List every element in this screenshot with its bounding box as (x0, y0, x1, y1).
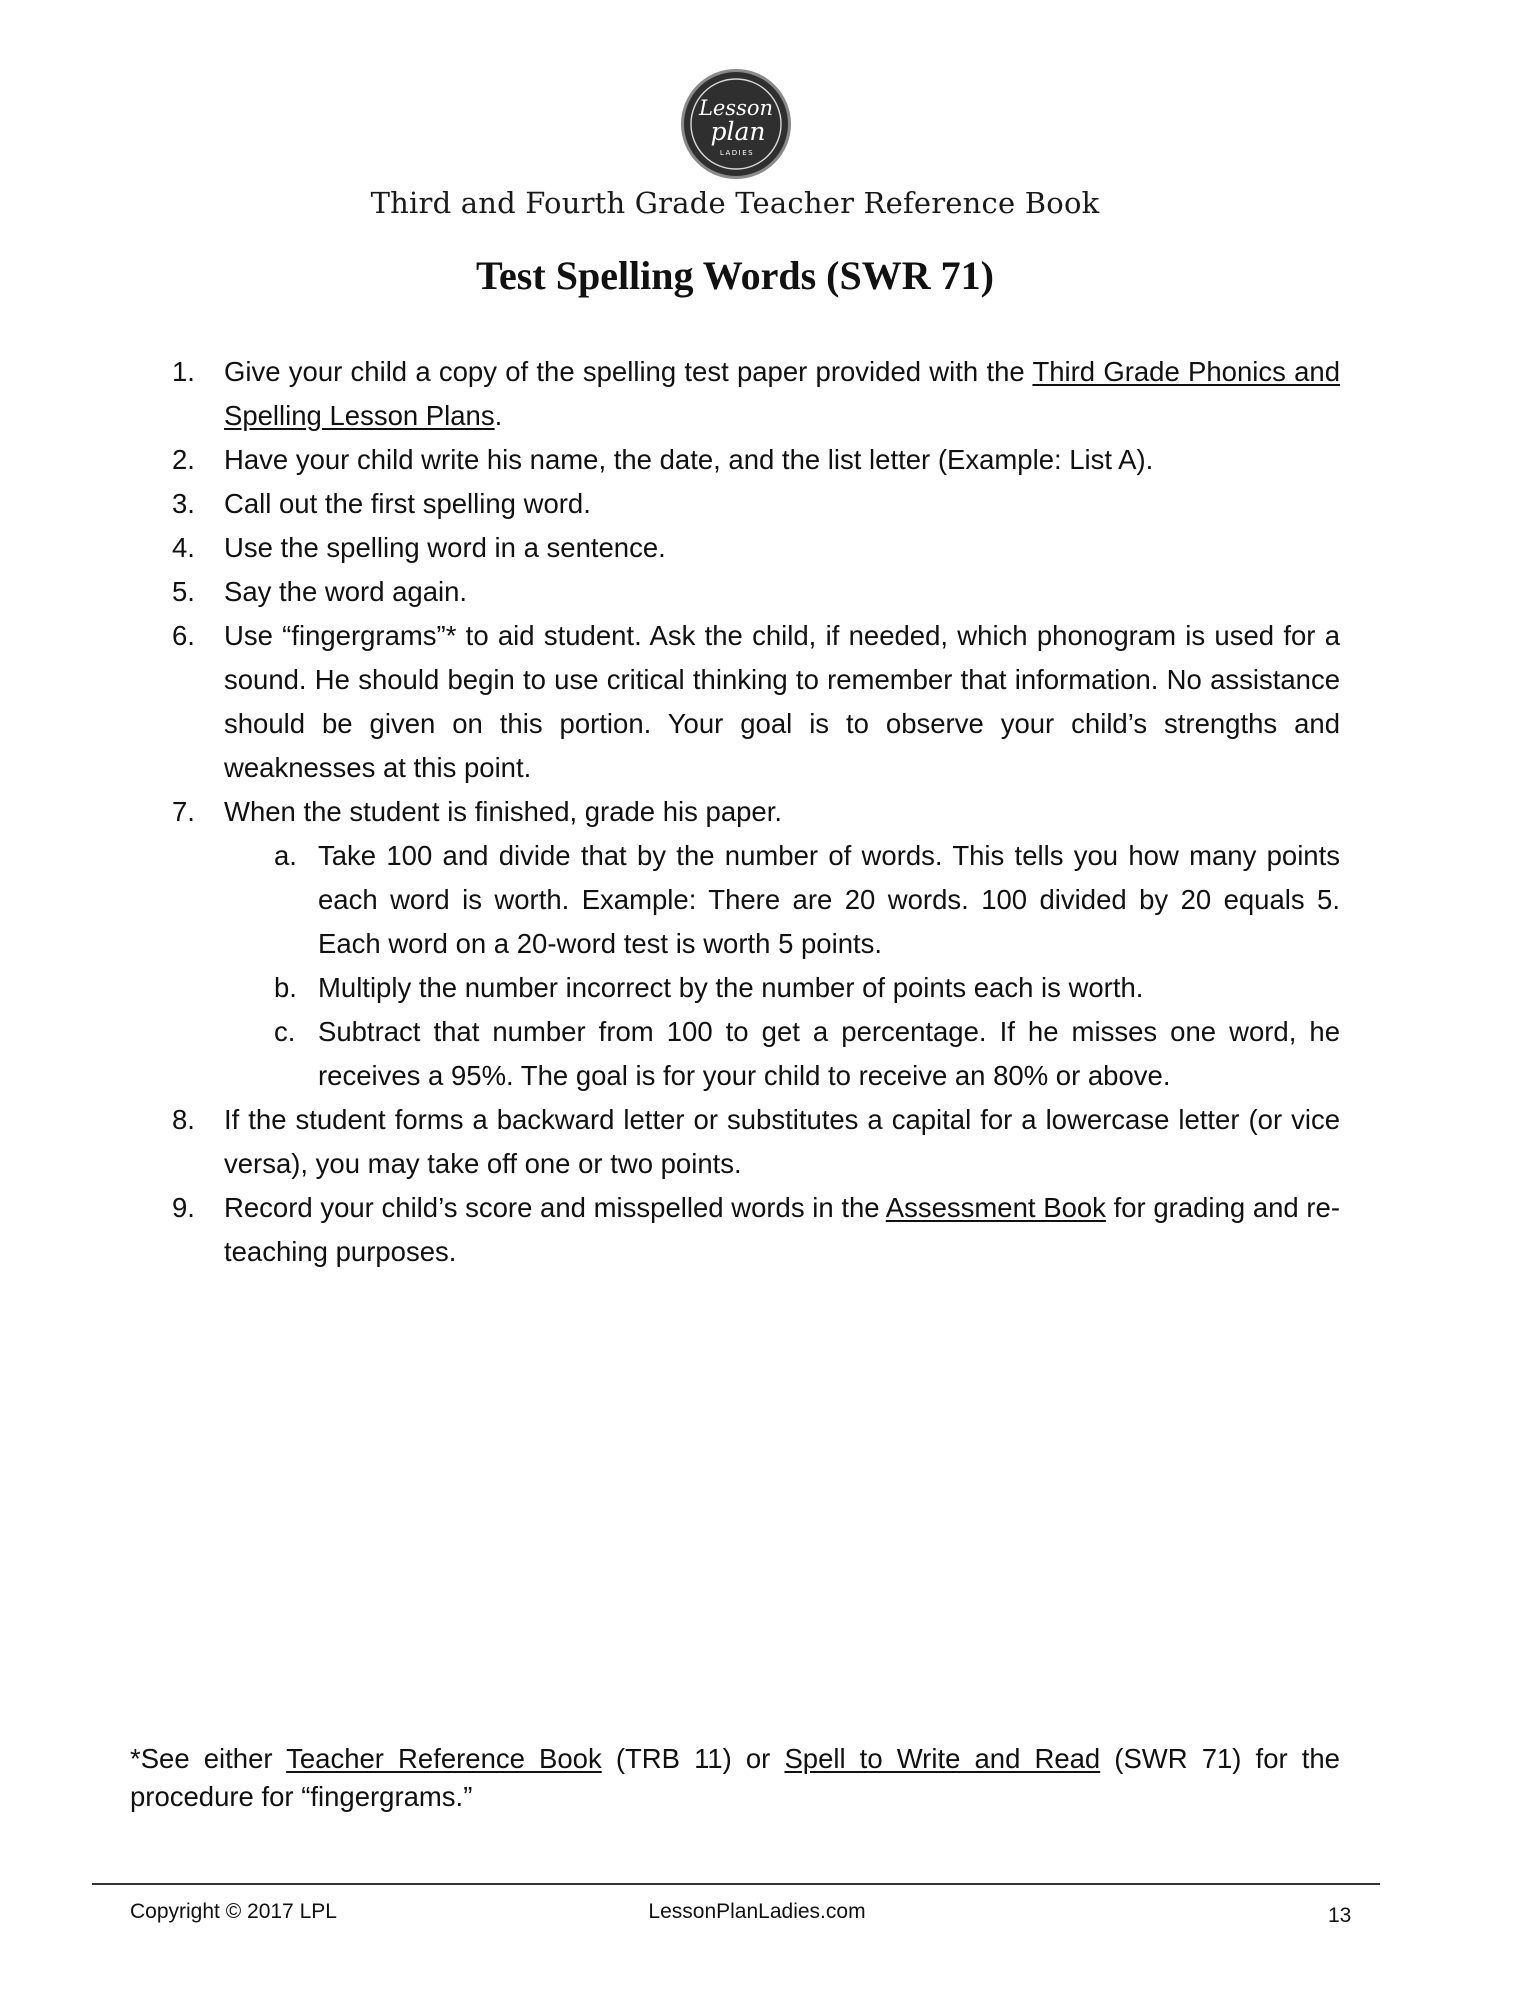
steps-list (172, 350, 1340, 1274)
step-number: 2. (172, 444, 195, 475)
sub-step-item (224, 1010, 1340, 1098)
sub-step-letter: c. (274, 1016, 296, 1047)
sub-step-text: Subtract that number from 100 to get a percentage. If he misses one word, he receives a 95%. The goal is for your child to receive an 80% or above. (318, 1016, 1340, 1091)
sub-step-text: Take 100 and divide that by the number of words. This tells you how many points each word is worth. Example: There are 20 words. 100 divided by 20 equals 5. Each word on a 20-word test is worth 5 points. (318, 840, 1340, 959)
step-number: 9. (172, 1192, 195, 1223)
step-item (172, 350, 1340, 438)
page-title: Test Spelling Words (SWR 71) (476, 253, 994, 298)
footer-copyright: Copyright © 2017 LPL (130, 1900, 337, 1923)
step-number: 1. (172, 356, 195, 387)
footer-website: LessonPlanLadies.com (648, 1900, 866, 1923)
step-number: 5. (172, 576, 195, 607)
step-item (172, 482, 1340, 526)
step-number: 8. (172, 1104, 195, 1135)
sub-step-letter: a. (274, 840, 297, 871)
sub-step-item (224, 966, 1340, 1010)
step-text: Record your child’s score and misspelled words in the (224, 1192, 886, 1223)
lesson-plans-link[interactable]: Third Grade Phonics and Spelling Lesson Plans (224, 356, 1340, 431)
footnote (130, 1740, 1340, 1816)
spell-to-write-and-read-link[interactable]: Spell to Write and Read (784, 1743, 1101, 1774)
step-text-end: . (494, 400, 503, 431)
step-text: Call out the first spelling word. (224, 488, 591, 519)
footnote-text: (TRB 11) or (601, 1743, 785, 1774)
step-item (172, 438, 1340, 482)
step-item (172, 526, 1340, 570)
step-number: 7. (172, 796, 195, 827)
step-text: Use “fingergrams”* to aid student. Ask the child, if needed, which phonogram is used for a sound. He should begin to use critical thinking to remember that information. No assistance should be given on this portion. Your goal is to observe your child’s strengths and weaknesses at this point. (224, 620, 1340, 783)
teacher-reference-book-link[interactable]: Teacher Reference Book (286, 1743, 602, 1774)
step-item (172, 614, 1340, 790)
step-item (172, 1186, 1340, 1274)
step-text-end: for grading and re-teaching purposes. (224, 1192, 1340, 1267)
sub-step-item (224, 834, 1340, 966)
sub-step-text: Multiply the number incorrect by the number of points each is worth. (318, 972, 1144, 1003)
lesson-plan-ladies-logo (680, 68, 792, 180)
step-item (172, 570, 1340, 614)
step-text: Give your child a copy of the spelling test paper provided with the (224, 356, 1033, 387)
step-text: Have your child write his name, the date, and the list letter (Example: List A). (224, 444, 1154, 475)
logo-badge (680, 68, 792, 180)
footnote-text: (SWR 71) for the procedure for “fingergrams.” (130, 1743, 1340, 1812)
step-number: 6. (172, 620, 195, 651)
step-text: Use the spelling word in a sentence. (224, 532, 666, 563)
step-number: 3. (172, 488, 195, 519)
step-text: If the student forms a backward letter or substitutes a capital for a lowercase letter (or vice versa), you may take off one or two points. (224, 1104, 1340, 1179)
logo-text-lesson: Lesson (698, 96, 774, 120)
assessment-book-link[interactable]: Assessment Book (885, 1192, 1106, 1223)
step-item (172, 1098, 1340, 1186)
book-subtitle: Third and Fourth Grade Teacher Reference Book (370, 186, 1100, 220)
step-number: 4. (172, 532, 195, 563)
footnote-text: *See either (130, 1743, 287, 1774)
footer-page-number: 13 (1328, 1904, 1352, 1927)
step-text: When the student is finished, grade his paper. (224, 796, 782, 827)
sub-steps-list (224, 834, 1340, 1098)
logo-text-plan: plan (710, 117, 766, 146)
step-item (172, 790, 1340, 1098)
sub-step-letter: b. (274, 972, 297, 1003)
step-text: Say the word again. (224, 576, 468, 607)
logo-text-ladies: LADIES (719, 149, 755, 157)
footer-divider (92, 1883, 1380, 1885)
